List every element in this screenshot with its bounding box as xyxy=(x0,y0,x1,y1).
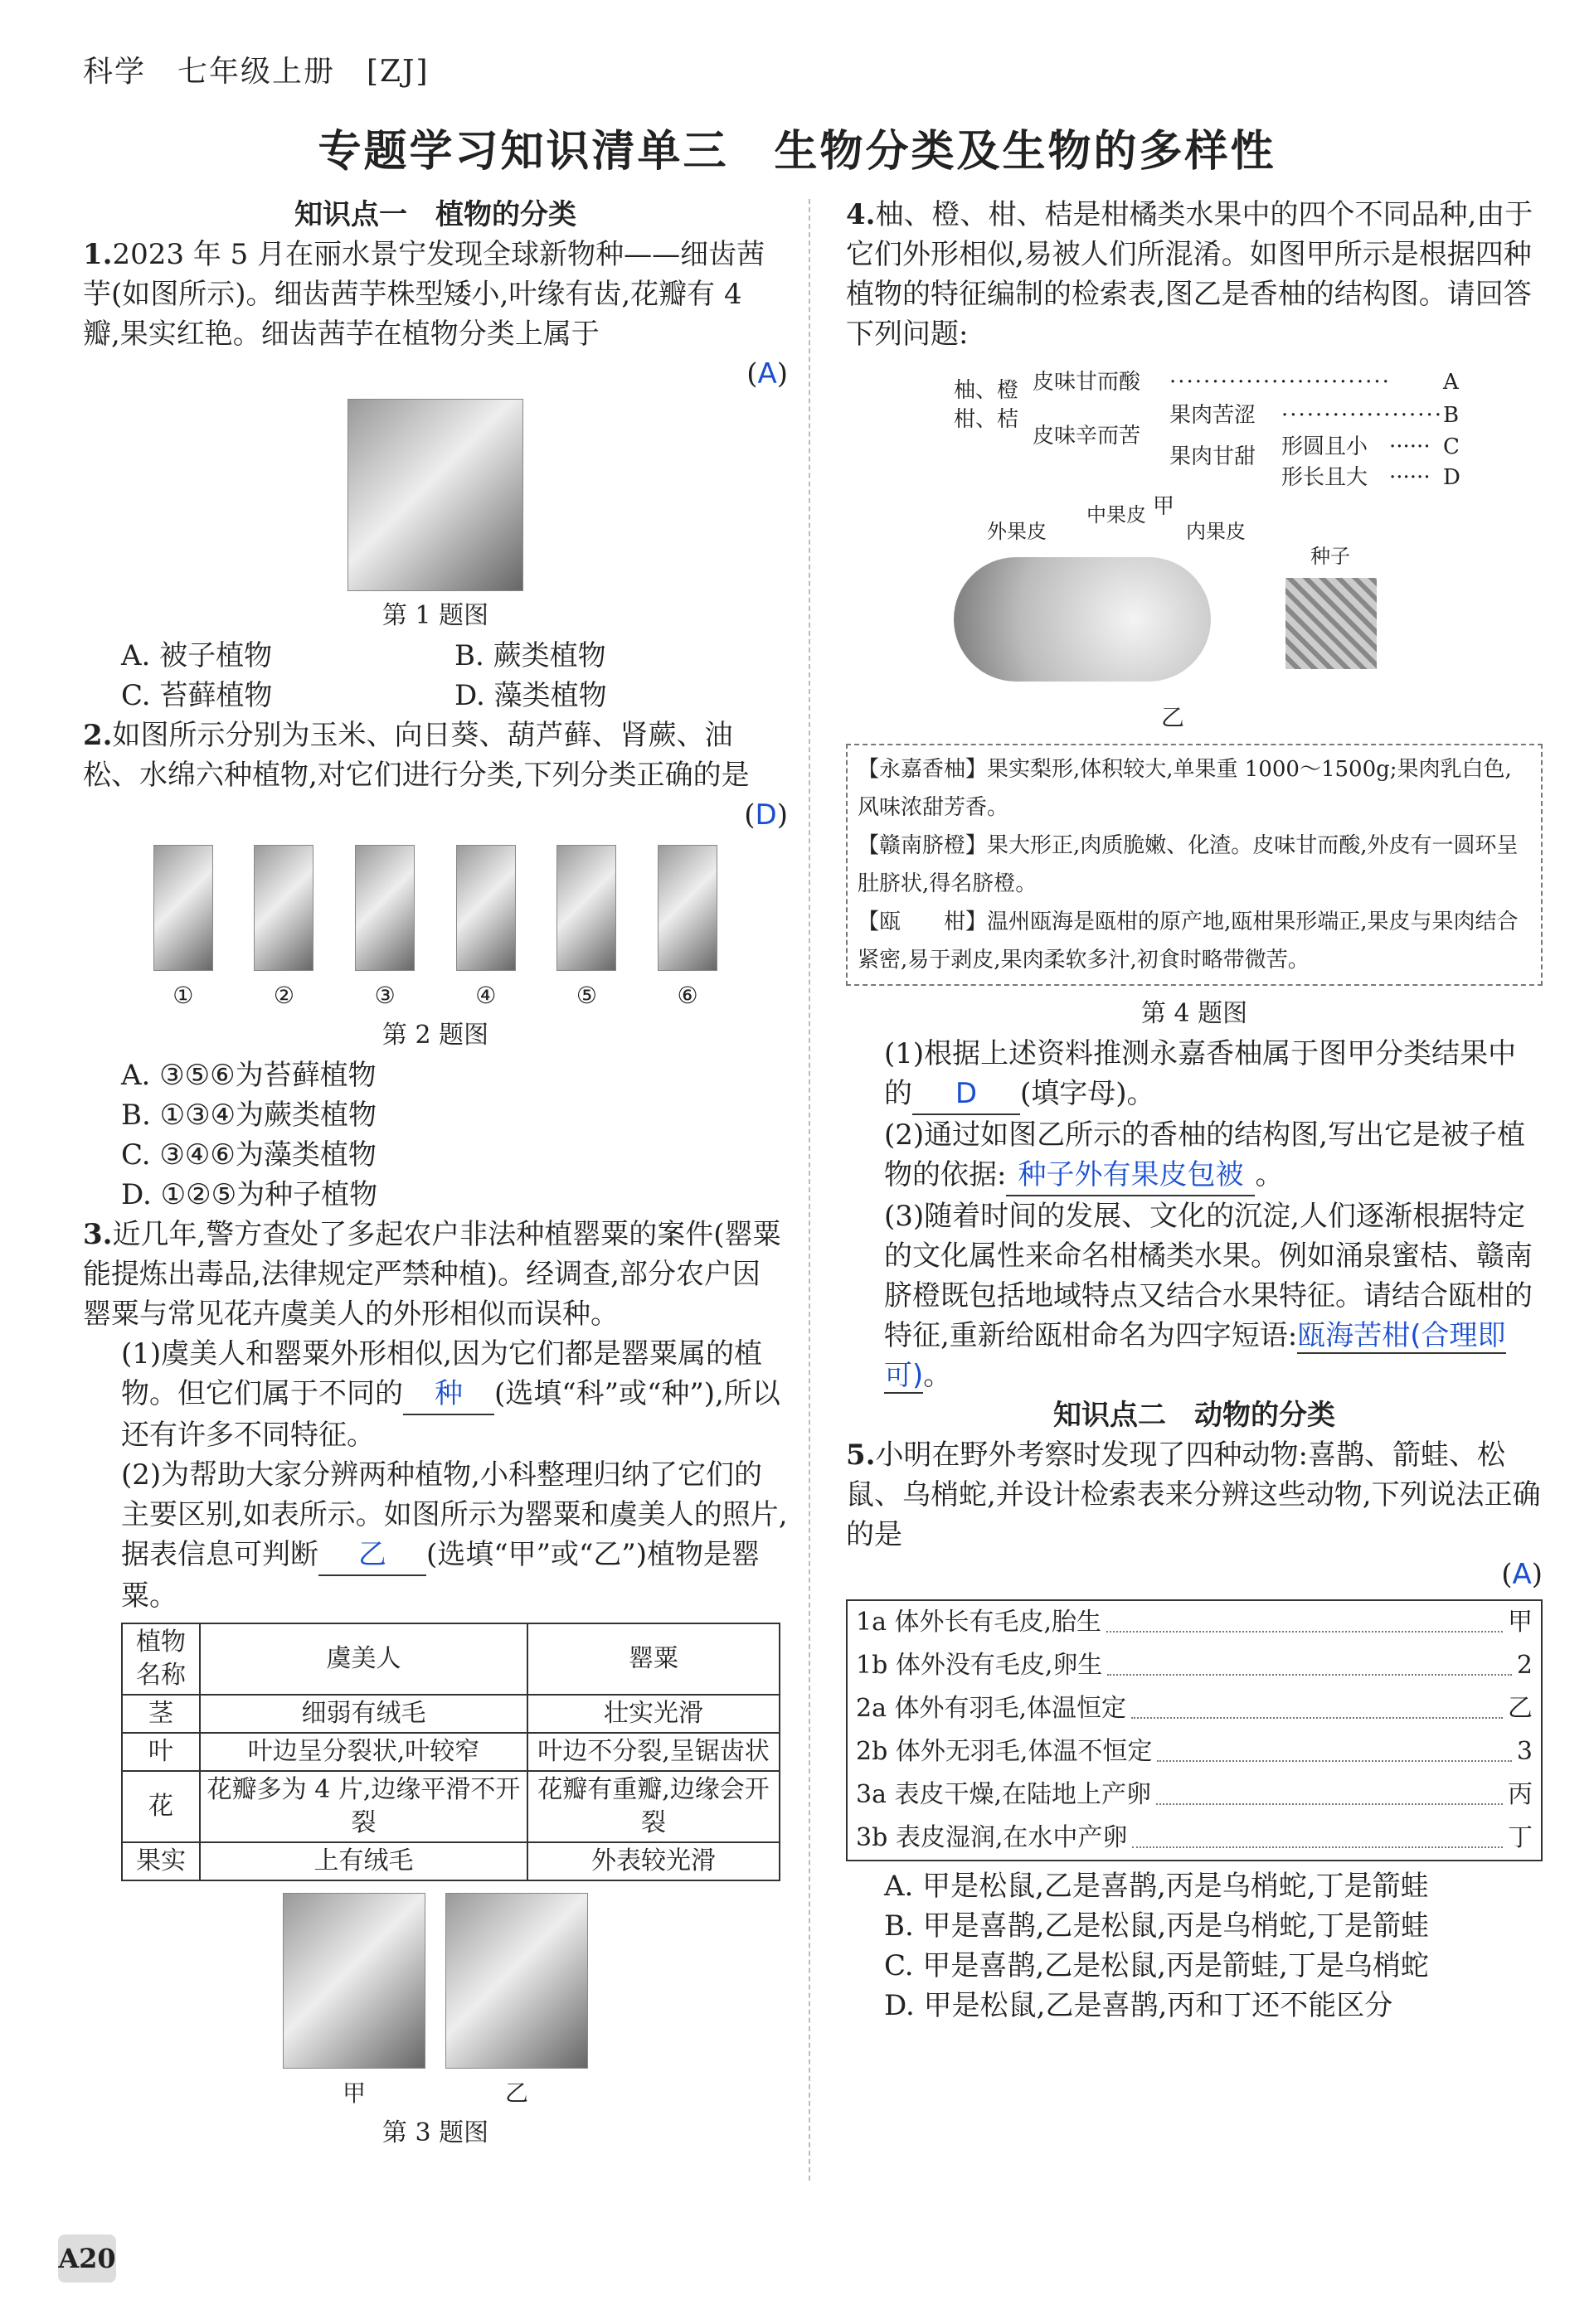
q3-stem: 近几年,警方查处了多起农户非法种植罂粟的案件(罂粟能提炼出毒品,法律规定严禁种植)。经调查,部分农户因罂粟与常见花卉虞美人的外形相似而误种。 xyxy=(83,1218,781,1331)
q5-number: 5. xyxy=(846,1439,876,1472)
q3-caption: 第 3 题图 xyxy=(381,2118,489,2147)
q3-photos xyxy=(83,1888,788,2113)
q3-part1-tail: (选填“科”或“种”),所以还有许多不同特征。 xyxy=(121,1377,780,1452)
q4-number: 4. xyxy=(846,198,876,231)
q5-option-b: B. 甲是喜鹊,乙是松鼠,丙是乌梢蛇,丁是箭蛙 xyxy=(884,1909,1430,1943)
q3-photo-jia: 甲 xyxy=(283,1888,425,2113)
q2-plant: ⑤ xyxy=(556,840,616,1016)
key-row: 2b 体外无羽毛,体温不恒定 3 xyxy=(856,1730,1533,1773)
right-column xyxy=(846,195,1543,2026)
key-row: 1b 体外没有毛皮,卵生 2 xyxy=(856,1644,1533,1687)
q2-plant: ① xyxy=(153,840,213,1016)
q1-plant-photo xyxy=(347,399,523,591)
q4-part2-text: (2)通过如图乙所示的香柚的结构图,写出它是被子植物的依据: xyxy=(884,1118,1525,1191)
q4-part2-answer: 种子外有果皮包被 xyxy=(1006,1155,1255,1196)
q2-number: 2. xyxy=(83,719,113,752)
pomelo-image xyxy=(954,557,1211,682)
q2-plant: ② xyxy=(254,840,313,1016)
q5-option-c: C. 甲是喜鹊,乙是松鼠,丙是箭蛙,丁是乌梢蛇 xyxy=(884,1949,1429,1982)
q4-part1-tail: (填字母)。 xyxy=(1020,1077,1155,1110)
q4-caption: 第 4 题图 xyxy=(1140,999,1248,1028)
table-header-row xyxy=(122,1623,780,1695)
q1-option-c: C. 苔藓植物 xyxy=(121,679,273,712)
q4-part1-text: (1)根据上述资料推测永嘉香柚属于图甲分类结果中的 xyxy=(884,1037,1517,1110)
info-entry: 【永嘉香柚】果实梨形,体积较大,单果重 1000～1500g;果肉乳白色,风味浓甜芳香。 xyxy=(858,757,1512,820)
q1-option-a: A. 被子植物 xyxy=(121,639,273,672)
question-5: 5.小明在野外考察时发现了四种动物:喜鹊、箭蛙、松鼠、乌梢蛇,并设计检索表来分辨这些动物,下列说法正确的是 (A) 1a 体外长有毛皮,胎生 甲 1b 体外没有毛皮,卵生 2 2a 体外有羽毛,体温恒定 乙 2b 体外无羽毛,体温不恒定 3 3a 表皮干燥,在陆地上产卵 丙 3b 表皮湿润,在水中产卵 丁 A. 甲是松鼠,乙是喜鹊,丙是乌梢蛇,丁是箭蛙 B. 甲是喜鹊,乙是松鼠,丙是乌梢蛇,丁是箭蛙 C. 甲是喜鹊,乙是松鼠,丙是箭蛙,丁是乌梢蛇 D. 甲是松鼠,乙是喜鹊,丙和丁还不能区分 xyxy=(846,1435,1543,2026)
page-title: 专题学习知识清单三 生物分类及生物的多样性 xyxy=(318,126,1276,177)
question-2: 2.如图所示分别为玉米、向日葵、葫芦藓、肾蕨、油松、水绵六种植物,对它们进行分类,下列分类正确的是 (D) ① ② ③ ④ ⑤ ⑥ 第 2 题图 A. ③⑤⑥为苔藓植物 B. ①③④为蕨类植物 C. ③④⑥为藻类植物 D. ①②⑤为种子植物 xyxy=(83,716,788,1215)
question-1: 1.2023 年 5 月在丽水景宁发现全球新物种——细齿茜芋(如图所示)。细齿茜芋株型矮小,叶缘有齿,花瓣有 4 瓣,果实红艳。细齿茜芋在植物分类上属于 (A) 第 1 题图 A. 被子植物 B. 蕨类植物 C. 苔藓植物 D. 藻类植物 xyxy=(83,235,788,716)
table-header-cell: 植物名称 xyxy=(122,1623,200,1695)
q5-option-a: A. 甲是松鼠,乙是喜鹊,丙是乌梢蛇,丁是箭蛙 xyxy=(884,1870,1429,1903)
q3-part1-answer: 种 xyxy=(403,1374,494,1415)
q4-stem: 柚、橙、柑、桔是柑橘类水果中的四个不同品种,由于它们外形相似,易被人们所混淆。如图甲所示是根据四种植物的特征编制的检索表,图乙是香柚的结构图。请回答下列问题: xyxy=(846,198,1533,351)
info-entry: 【瓯 柑】温州瓯海是瓯柑的原产地,瓯柑果形端正,果皮与果肉结合紧密,易于剥皮,果肉柔软多汁,初食时略带微苦。 xyxy=(858,910,1519,973)
q5-option-d: D. 甲是松鼠,乙是喜鹊,丙和丁还不能区分 xyxy=(884,1989,1393,2022)
q4-part3-text: (3)随着时间的发展、文化的沉淀,人们逐渐根据特定的文化属性来命名柑橘类水果。例如涌泉蜜桔、赣南脐橙既包括地域特点又结合水果特征。请结合瓯柑的特征,重新给瓯柑命名为四字短语: xyxy=(884,1200,1533,1352)
table-header-cell: 罂粟 xyxy=(527,1623,780,1695)
question-4 xyxy=(846,195,1543,1395)
q4-fruit-figure: 外果皮 中果皮 内果皮 种子 乙 xyxy=(846,512,1543,735)
q2-option-d: D. ①②⑤为种子植物 xyxy=(121,1178,378,1211)
question-3 xyxy=(83,1215,788,2153)
q2-option-c: C. ③④⑥为藻类植物 xyxy=(121,1138,377,1172)
q4-info-box xyxy=(846,744,1543,986)
q2-plant: ④ xyxy=(456,840,516,1016)
q3-photo-yi: 乙 xyxy=(445,1888,588,2113)
section-heading-plants: 知识点一 植物的分类 xyxy=(294,198,576,231)
left-column xyxy=(83,195,788,2153)
q2-plant: ③ xyxy=(355,840,415,1016)
q3-number: 3. xyxy=(83,1218,113,1251)
q1-stem: 2023 年 5 月在丽水景宁发现全球新物种——细齿茜芋(如图所示)。细齿茜芋株型矮小,叶缘有齿,花瓣有 4 瓣,果实红艳。细齿茜芋在植物分类上属于 xyxy=(83,238,765,351)
q2-plant-row xyxy=(83,840,788,1016)
book-header: 科学 七年级上册 [ZJ] xyxy=(83,55,430,89)
q5-stem: 小明在野外考察时发现了四种动物:喜鹊、箭蛙、松鼠、乌梢蛇,并设计检索表来分辨这些动物,下列说法正确的是 xyxy=(846,1439,1541,1551)
q2-caption: 第 2 题图 xyxy=(381,1021,489,1050)
q2-option-b: B. ①③④为蕨类植物 xyxy=(121,1099,377,1132)
q3-part2-answer: 乙 xyxy=(318,1535,426,1576)
q1-answer: A xyxy=(757,357,777,391)
seeds-image xyxy=(1285,578,1377,669)
q5-answer: A xyxy=(1512,1558,1532,1591)
key-row: 1a 体外长有毛皮,胎生 甲 xyxy=(856,1601,1533,1644)
q3-comparison-table xyxy=(121,1623,780,1881)
q4-part2-tail: 。 xyxy=(1255,1158,1284,1191)
table-row: 花 花瓣多为 4 片,边缘平滑不开裂 花瓣有重瓣,边缘会开裂 xyxy=(122,1771,780,1842)
key-row: 3b 表皮湿润,在水中产卵 丁 xyxy=(856,1817,1533,1860)
table-row: 果实 上有绒毛 外表较光滑 xyxy=(122,1842,780,1880)
q4-part3-tail: 。 xyxy=(923,1359,952,1392)
page-number: A20 xyxy=(58,2234,116,2283)
q3-part2-tail: (选填“甲”或“乙”)植物是罂粟。 xyxy=(121,1538,761,1613)
q3-part1-text: (1)虞美人和罂粟外形相似,因为它们都是罂粟属的植物。但它们属于不同的 xyxy=(121,1337,762,1410)
q1-option-d: D. 藻类植物 xyxy=(454,679,607,712)
q3-part2-text: (2)为帮助大家分辨两种植物,小科整理归纳了它们的主要区别,如表所示。如图所示为罂粟和虞美人的照片,据表信息可判断 xyxy=(121,1458,788,1571)
key-row: 2a 体外有羽毛,体温恒定 乙 xyxy=(856,1687,1533,1730)
info-entry: 【赣南脐橙】果大形正,肉质脆嫩、化渣。皮味甘而酸,外皮有一圆环呈肚脐状,得名脐橙。 xyxy=(858,833,1519,896)
key-row: 3a 表皮干燥,在陆地上产卵 丙 xyxy=(856,1773,1533,1817)
q4-key-diagram: 柚、橙 柑、桔 皮味甘而酸 ·························· A 皮味辛而苦 果肉苦涩 ··················· B 果肉甘甜 形圆且小 ······ C 形长且大 ······ D 甲 xyxy=(954,370,1460,519)
q2-stem: 如图所示分别为玉米、向日葵、葫芦藓、肾蕨、油松、水绵六种植物,对它们进行分类,下列分类正确的是 xyxy=(83,719,750,792)
table-header-cell: 虞美人 xyxy=(200,1623,527,1695)
q2-plant: ⑥ xyxy=(658,840,717,1016)
q4-part1-answer: D xyxy=(912,1074,1020,1115)
table-row: 茎 细弱有绒毛 壮实光滑 xyxy=(122,1695,780,1733)
q1-option-b: B. 蕨类植物 xyxy=(454,639,606,672)
q2-option-a: A. ③⑤⑥为苔藓植物 xyxy=(121,1059,377,1092)
q2-answer: D xyxy=(755,798,777,832)
q1-caption: 第 1 题图 xyxy=(381,601,489,630)
section-heading-animals: 知识点二 动物的分类 xyxy=(1053,1399,1335,1432)
q1-options xyxy=(83,636,788,716)
q1-number: 1. xyxy=(83,238,113,271)
table-row: 叶 叶边呈分裂状,叶较窄 叶边不分裂,呈锯齿状 xyxy=(122,1733,780,1771)
q5-key-table xyxy=(846,1599,1543,1861)
q4-part3-answer: 瓯海苦柑(合理即可) xyxy=(884,1319,1506,1392)
column-divider xyxy=(809,199,810,2181)
